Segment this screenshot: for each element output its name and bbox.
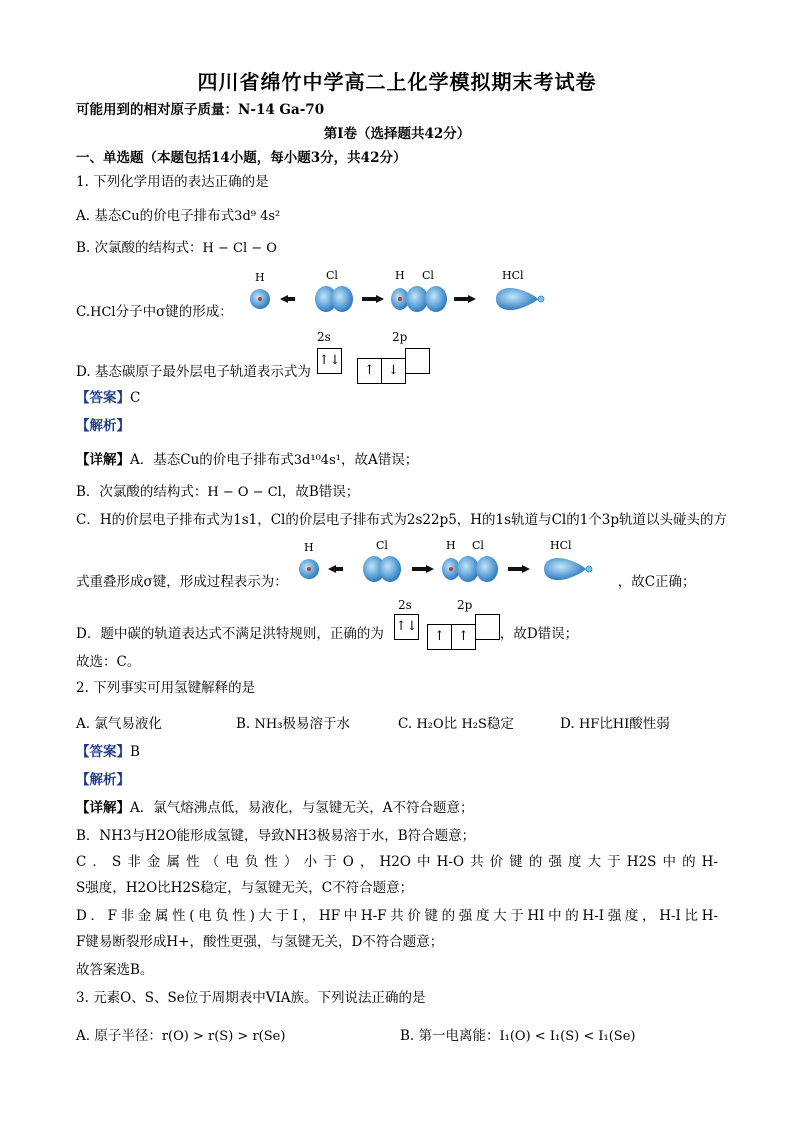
svg-text:Cl: Cl xyxy=(422,269,434,282)
q2-detail-b: B．NH3与H2O能形成氢键，导致NH3极易溶于水，B符合题意； xyxy=(76,828,476,844)
q1-b-struct: H − Cl − O xyxy=(202,241,277,256)
q2-analysis-label: 【解析】 xyxy=(76,772,130,788)
svg-text:Cl: Cl xyxy=(472,539,484,552)
svg-text:H: H xyxy=(304,541,314,554)
q1-detail-b: B．次氯酸的结构式：H − O − Cl，故B错误； xyxy=(76,484,360,500)
sigma-bond-diagram-q1 xyxy=(240,266,560,322)
cl-orbital-right xyxy=(331,286,353,312)
q1-analysis-label: 【解析】 xyxy=(76,418,130,434)
q3-stem: 3. 元素O、S、Se位于周期表中VIA族。下列说法正确的是 xyxy=(76,990,426,1006)
section-heading: 一、单选题（本题包括14小题，每小题3分，共42分） xyxy=(76,150,407,166)
hcl-label: HCl xyxy=(502,269,524,282)
q1-conclusion: 故选：C。 xyxy=(76,654,141,670)
q3-option-b: B. 第一电离能：I₁(O) < I₁(S) < I₁(Se) xyxy=(400,1028,636,1044)
orbital-2p-q1: ↑ ↓ xyxy=(358,348,430,384)
atomic-mass-note: 可能用到的相对原子质量：N-14 Ga-70 xyxy=(76,102,325,118)
exam-title: 四川省绵竹中学高二上化学模拟期末考试卷 xyxy=(197,70,597,94)
h-label: H xyxy=(255,271,265,284)
orbital-2p-answer: ↑ ↑ xyxy=(428,614,500,650)
orbital-2s-label: 2s xyxy=(317,330,331,344)
hcl-molecule xyxy=(496,288,538,310)
q2-detail-c2: S强度，H2O比H2S稳定，与氢键无关，C不符合题意； xyxy=(76,880,414,896)
cl-label: Cl xyxy=(326,269,338,282)
q1-stem: 1. 下列化学用语的表达正确的是 xyxy=(76,174,269,190)
sigma-bond-diagram-answer xyxy=(292,536,612,592)
q2-detail-d2: F键易断裂形成H+，酸性更强，与氢键无关，D不符合题意； xyxy=(76,934,444,950)
q1-detail-c2: 式重叠形成σ键，形成过程表示为： ，故C正确； xyxy=(76,574,696,590)
svg-text:Cl: Cl xyxy=(376,539,388,552)
svg-text:H: H xyxy=(395,269,405,282)
q2-answer: 【答案】B xyxy=(76,744,140,760)
q1-detail-d: D．题中碳的轨道表达式不满足洪特规则，正确的为 ，故D错误； xyxy=(76,626,579,642)
q1-option-a: A. 基态Cu的价电子排布式3d⁹ 4s² xyxy=(76,208,281,224)
q1-answer: 【答案】C xyxy=(76,390,141,406)
orbital-diagram-q1: ↑↓ xyxy=(318,348,342,374)
q3-option-a: A. 原子半径：r(O) > r(S) > r(Se) xyxy=(76,1028,286,1044)
q1-a-cu: Cu xyxy=(121,209,140,224)
q1-option-b: B. 次氯酸的结构式：H − Cl − O xyxy=(76,240,277,256)
q2-option-b: B. NH₃极易溶于水 xyxy=(236,716,350,732)
q1-detail-c1: C．H的价层电子排布式为1s1，Cl的价层电子排布式为2s22p5，H的1s轨道与Cl的1个3p轨道以头碰头的方 xyxy=(76,512,728,528)
q2-option-c: C. H₂O比 H₂S稳定 xyxy=(398,716,514,732)
q1-option-d: D. 基态碳原子最外层电子轨道表示式为 xyxy=(76,364,311,380)
q1-detail-a: 【详解】A．基态Cu的价电子排布式3d¹⁰4s¹，故A错误； xyxy=(76,452,419,468)
q2-conclusion: 故答案选B。 xyxy=(76,962,154,978)
q2-option-d: D. HF比HI酸性弱 xyxy=(560,716,670,732)
q2-option-a: A. 氯气易液化 xyxy=(76,716,162,732)
q1-option-c: C.HCl分子中σ键的形成： xyxy=(76,304,233,320)
q2-detail-d1: D．F非金属性(电负性)大于I，HF中H-F共价键的强度大于HI中的H-I强度，H-I比H- xyxy=(76,908,718,924)
svg-text:H: H xyxy=(446,539,456,552)
orbital-2p-label: 2p xyxy=(392,330,408,344)
exam-page: 四川省绵竹中学高二上化学模拟期末考试卷 可能用到的相对原子质量：N-14 Ga-70 第Ⅰ卷（选择题共42分） 一、单选题（本题包括14小题，每小题3分，共42分） 1. 下列化学用语的表达正确的是 A. 基态Cu的价电子排布式3d⁹ 4s² B. 次氯酸的结构式：H − Cl − O C.HCl分子中σ键的形成： H Cl H Cl HCl D. 基态碳原子最外层电子轨道表示式为 2s 2p ↑↓ ↑ ↓ 【答案】C 【解析】 【详解】A．基态Cu的价电子排布式3d¹⁰4s¹，故A错误； B．次氯酸的结构式：H − O − Cl，故B错误； C．H的价层电子排布式为1s1，Cl的价层电子排布式为2s22p5，H的1s轨道与Cl的1个3p轨道以头碰头的方 式重叠形成σ键，形成过程表示为： ，故C正确； H Cl H Cl HCl D．题中碳的轨道表达式不满足洪特规则，正确的为 ，故D错误； 2s 2p ↑↓ ↑ ↑ 故选：C。 2. 下列事实可用氢键解释的是 A. 氯气易液化 B. NH₃极易溶于水 C. H₂O比 H₂S稳定 D. HF比HI酸性弱 【答案】B 【解析】 【详解】A．氯气熔沸点低，易液化，与氢键无关，A不符合题意； B．NH3与H2O能形成氢键，导致NH3极易溶于水，B符合题意； C．S非金属性（电负性）小于O，H2O中H-O共价键的强度大于H2S中的H- S强度，H2O比H2S稳定，与氢键无关，C不符合题意； D．F非金属性(电负性)大于I，HF中H-F共价键的强度大于HI中的H-I强度，H-I比H- F键易断裂形成H+，酸性更强，与氢键无关，D不符合题意； 故答案选B。 3. 元素O、S、Se位于周期表中VIA族。下列说法正确的是 A. 原子半径：r(O) > r(S) > r(Se) B. 第一电离能：I₁(O) < I₁(S) < I₁(Se) xyxy=(0,0,794,1124)
part-heading: 第Ⅰ卷（选择题共42分） xyxy=(323,126,471,142)
q2-stem: 2. 下列事实可用氢键解释的是 xyxy=(76,680,256,696)
svg-text:HCl: HCl xyxy=(550,539,572,552)
q1-a-config: 3d⁹ 4s² xyxy=(234,209,281,224)
q2-detail-a: 【详解】A．氯气熔沸点低，易液化，与氢键无关，A不符合题意； xyxy=(76,800,474,816)
orbital-diagram-answer: ↑↓ xyxy=(395,614,419,640)
q2-detail-c1: C．S非金属性（电负性）小于O，H2O中H-O共价键的强度大于H2S中的H- xyxy=(76,854,718,870)
